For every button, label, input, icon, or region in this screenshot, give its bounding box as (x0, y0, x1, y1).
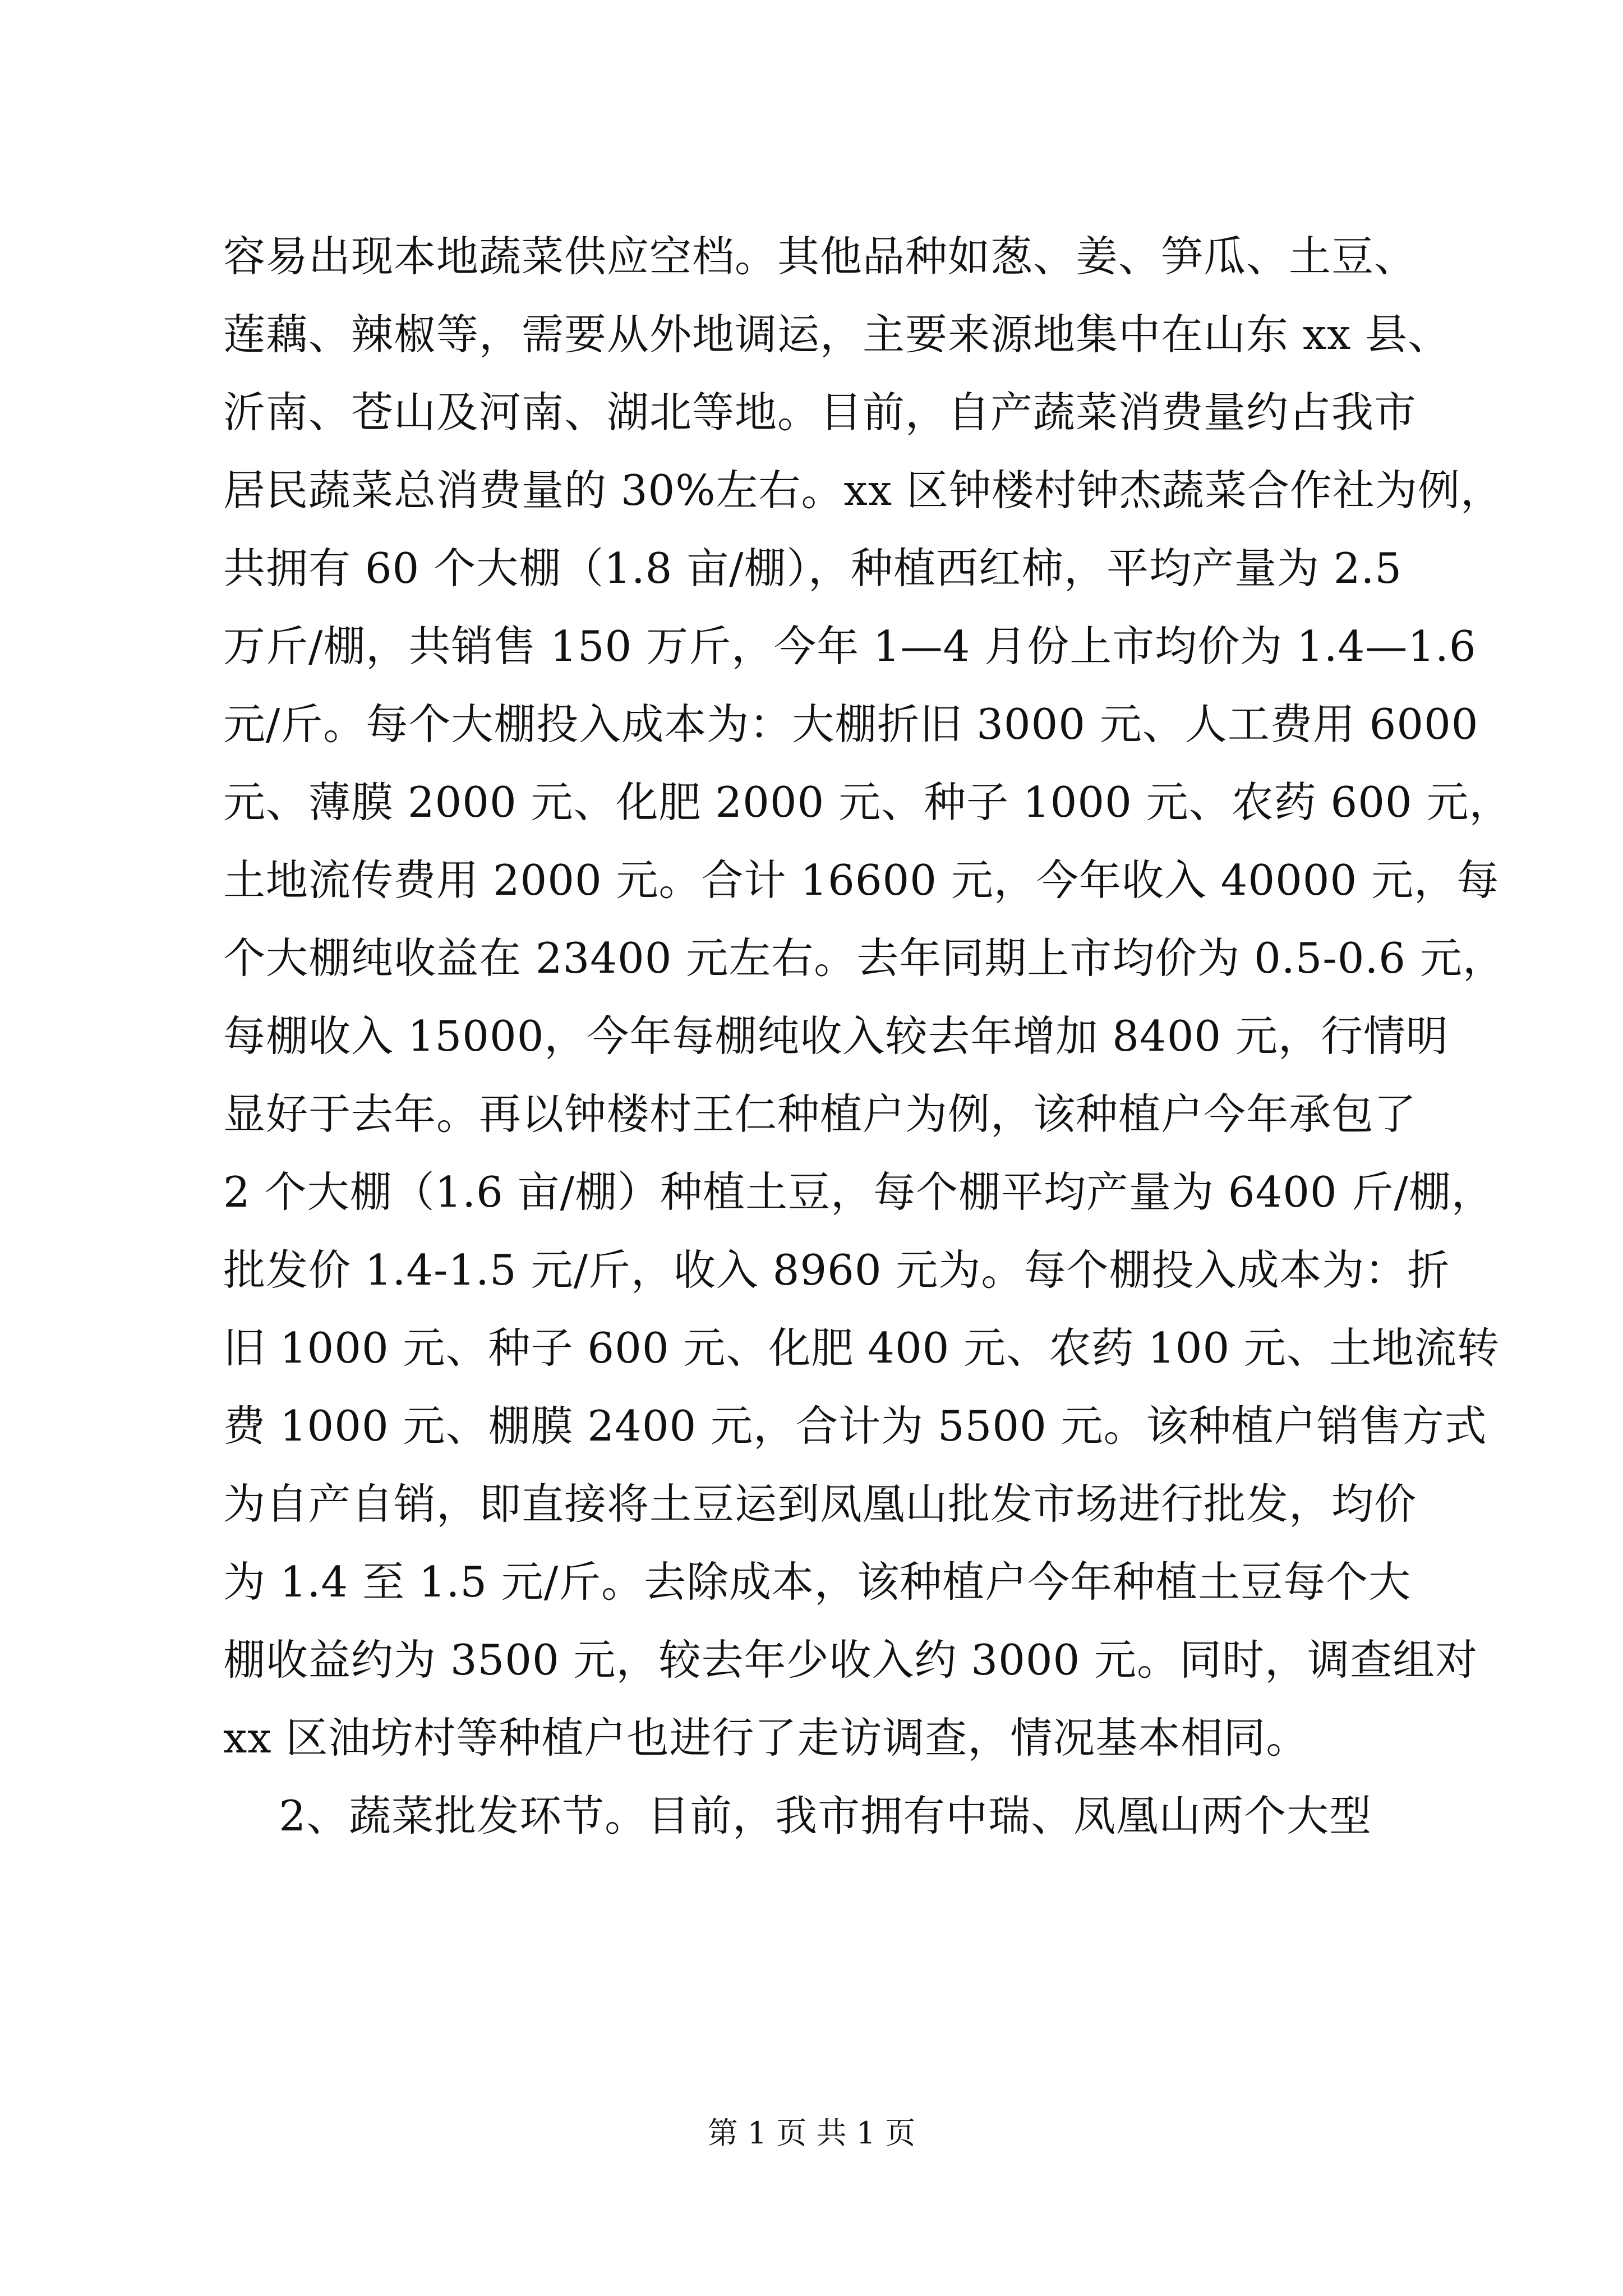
text-line: 棚收益约为 3500 元，较去年少收入约 3000 元。同时，调查组对 (223, 1635, 1478, 1685)
text-line: 批发价 1.4-1.5 元/斤，收入 8960 元为。每个棚投入成本为：折 (223, 1245, 1450, 1295)
text-line: 个大棚纯收益在 23400 元左右。去年同期上市均价为 0.5-0.6 元， (223, 933, 1505, 983)
page-footer: 第 1 页 共 1 页 (707, 2115, 916, 2151)
text-line: 元、薄膜 2000 元、化肥 2000 元、种子 1000 元、农药 600 元， (223, 777, 1512, 827)
text-line: xx 区油坊村等种植户也进行了走访调查，情况基本相同。 (223, 1713, 1309, 1763)
text-line: 每棚收入 15000，今年每棚纯收入较去年增加 8400 元，行情明 (223, 1011, 1449, 1061)
text-line: 费 1000 元、棚膜 2400 元，合计为 5500 元。该种植户销售方式 (223, 1401, 1487, 1451)
text-line: 万斤/棚，共销售 150 万斤，今年 1—4 月份上市均价为 1.4—1.6 (223, 622, 1477, 671)
text-line: 旧 1000 元、种子 600 元、化肥 400 元、农药 100 元、土地流转 (223, 1323, 1500, 1373)
text-line: 共拥有 60 个大棚（1.8 亩/棚），种植西红柿，平均产量为 2.5 (223, 544, 1403, 593)
body-text (223, 218, 1512, 1855)
text-line: 土地流传费用 2000 元。合计 16600 元，今年收入 40000 元，每 (223, 855, 1500, 905)
text-line: 为 1.4 至 1.5 元/斤。去除成本，该种植户今年种植土豆每个大 (223, 1557, 1412, 1607)
text-line: 沂南、苍山及河南、湖北等地。目前，自产蔬菜消费量约占我市 (223, 388, 1417, 437)
text-line: 居民蔬菜总消费量的 30%左右。xx 区钟楼村钟杰蔬菜合作社为例， (223, 466, 1503, 515)
text-line: 2 个大棚（1.6 亩/棚）种植土豆，每个棚平均产量为 6400 斤/棚， (223, 1167, 1494, 1217)
text-line: 2、蔬菜批发环节。目前，我市拥有中瑞、凤凰山两个大型 (223, 1791, 1372, 1841)
text-line: 显好于去年。再以钟楼村王仁种植户为例，该种植户今年承包了 (223, 1089, 1417, 1139)
text-line: 莲藕、辣椒等，需要从外地调运，主要来源地集中在山东 xx 县、 (223, 310, 1451, 359)
text-line: 容易出现本地蔬菜供应空档。其他品种如葱、姜、笋瓜、土豆、 (223, 232, 1417, 281)
text-line: 元/斤。每个大棚投入成本为：大棚折旧 3000 元、人工费用 6000 (223, 700, 1479, 749)
text-line: 为自产自销，即直接将土豆运到凤凰山批发市场进行批发，均价 (223, 1479, 1417, 1529)
